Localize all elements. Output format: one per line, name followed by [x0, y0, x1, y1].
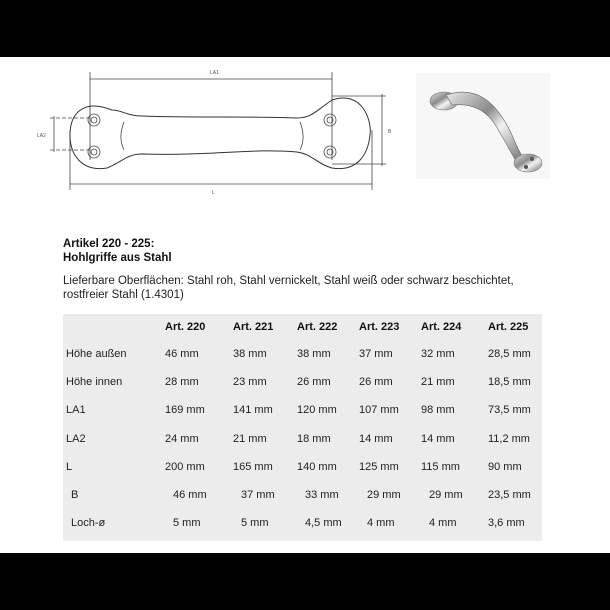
- product-photo: [416, 73, 550, 179]
- cell: 28 mm: [165, 376, 199, 389]
- technical-drawing: [32, 60, 397, 200]
- table-row: [63, 453, 542, 481]
- document-page: [0, 57, 610, 553]
- cell: 125 mm: [359, 460, 399, 473]
- cell: 23 mm: [233, 376, 267, 389]
- cell: 90 mm: [488, 460, 522, 473]
- cell: 141 mm: [233, 404, 273, 417]
- table-row: [63, 425, 542, 453]
- cell: 24 mm: [165, 432, 199, 445]
- cell: 46 mm: [173, 489, 207, 502]
- cell: 165 mm: [233, 460, 273, 473]
- cell: 26 mm: [359, 376, 393, 389]
- row-label: Loch-ø: [71, 517, 106, 530]
- article-heading: [63, 237, 172, 265]
- cell: 26 mm: [297, 376, 331, 389]
- cell: 5 mm: [173, 517, 201, 530]
- cell: 14 mm: [421, 432, 455, 445]
- header-art-223: Art. 223: [359, 321, 400, 333]
- row-label: LA1: [66, 404, 86, 417]
- cell: 169 mm: [165, 404, 205, 417]
- cell: 3,6 mm: [488, 517, 525, 530]
- cell: 140 mm: [297, 460, 337, 473]
- cell: 23,5 mm: [488, 489, 531, 502]
- header-art-222: Art. 222: [297, 321, 338, 333]
- header-art-225: Art. 225: [488, 321, 529, 333]
- cell: 98 mm: [421, 404, 455, 417]
- cell: 37 mm: [359, 348, 393, 361]
- cell: 33 mm: [305, 489, 339, 502]
- header-art-224: Art. 224: [421, 321, 462, 333]
- table-row: [63, 368, 542, 396]
- cell: 4 mm: [367, 517, 395, 530]
- cell: 28,5 mm: [488, 348, 531, 361]
- product-name: Hohlgriffe aus Stahl: [63, 252, 172, 264]
- cell: 29 mm: [367, 489, 401, 502]
- label-b: B: [388, 129, 392, 135]
- specification-table: [63, 314, 542, 541]
- cell: 21 mm: [233, 432, 267, 445]
- header-empty: [63, 314, 165, 340]
- cell: 200 mm: [165, 460, 205, 473]
- cell: 4,5 mm: [305, 517, 342, 530]
- table-row: [63, 481, 542, 509]
- cell: 29 mm: [429, 489, 463, 502]
- label-l: L: [212, 190, 215, 196]
- table-row: [63, 340, 542, 368]
- header-art-220: Art. 220: [165, 321, 206, 333]
- table-header-row: [63, 314, 542, 340]
- cell: 11,2 mm: [488, 432, 530, 445]
- cell: 4 mm: [429, 517, 457, 530]
- cell: 46 mm: [165, 348, 199, 361]
- row-label: B: [71, 489, 79, 502]
- cell: 120 mm: [297, 404, 337, 417]
- cell: 14 mm: [359, 432, 393, 445]
- cell: 5 mm: [241, 517, 269, 530]
- label-la1: LA1: [210, 70, 219, 76]
- cell: 18 mm: [297, 432, 331, 445]
- label-la2: LA2: [37, 133, 46, 139]
- cell: 32 mm: [421, 348, 455, 361]
- surface-description: Lieferbare Oberflächen: Stahl roh, Stahl vernickelt, Stahl weiß oder schwarz beschichtet, rostfreier Stahl (1.4301): [63, 275, 514, 301]
- row-label: L: [66, 460, 73, 473]
- row-label: LA2: [66, 432, 86, 445]
- article-range: Artikel 220 - 225:: [63, 238, 155, 250]
- table-row: [63, 509, 542, 537]
- header-art-221: Art. 221: [233, 321, 274, 333]
- cell: 73,5 mm: [488, 404, 531, 417]
- cell: 21 mm: [421, 376, 455, 389]
- cell: 38 mm: [297, 348, 331, 361]
- row-label: Höhe innen: [66, 376, 123, 389]
- row-label: Höhe außen: [66, 348, 127, 361]
- cell: 38 mm: [233, 348, 267, 361]
- table-row: [63, 396, 542, 424]
- cell: 107 mm: [359, 404, 399, 417]
- cell: 37 mm: [241, 489, 275, 502]
- cell: 115 mm: [421, 460, 460, 473]
- cell: 18,5 mm: [488, 376, 531, 389]
